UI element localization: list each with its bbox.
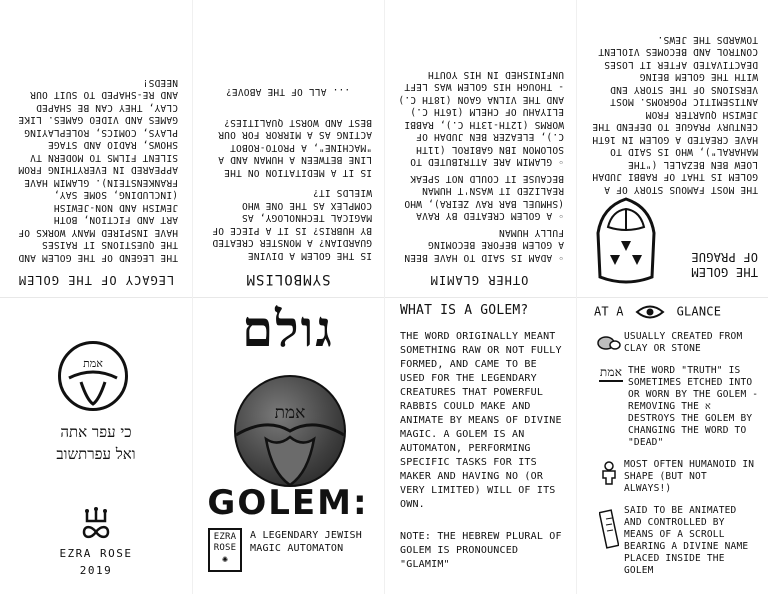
other-glamim-item: ◦ GLAMIM ARE ATTRIBUTED TO SOLOMON IBN GABIROL (11TH C.), ELEAZER BEN JUDAH OF WORMS (12TH-13TH C.), RABBI ELIYAHU OF CHELM (16TH C.) AND THE VILNA GAON (18TH C.) - THOUGH HIS GOLEM WAS LEFT UNFINISHED IN HIS YOUTH [394,68,564,168]
disc-word: אמת [274,403,306,423]
stamp-sun-icon: ✺ [221,554,229,565]
fact-text: SAID TO BE ANIMATED AND CONTROLLED BY MEANS OF A SCROLL BEARING A DIVINE NAME PLACED INSIDE THE GOLEM [624,505,749,576]
hebrew-title: גולם [242,299,334,358]
scroll-icon [599,507,619,551]
cover-tagline: A LEGENDARY JEWISH MAGIC AUTOMATON [250,530,362,554]
cover-title: GOLEM: [207,483,369,523]
panel-back-cover [0,297,192,594]
golem-mask-icon [590,197,662,285]
panel-other-glamim [384,0,576,297]
fact-text: MOST OFTEN HUMANOID IN SHAPE (BUT NOT ALWAYS!) [624,459,755,494]
other-glamim-item: ◦ ADAM IS SAID TO HAVE BEEN A GOLEM BEFORE BECOMING FULLY HUMAN [394,226,564,264]
glance-fact [594,365,760,449]
symbolism-text-1: IS THE GOLEM A DIVINE GUARDIAN? A MONSTER CREATED BY HUBRIS? IS IT A PIECE OF MAGICAL TECHNOLOGY, AS COMPLEX AS THE ONE WHO WIELDS IT? [212,187,372,261]
stamp-line: EZRA [213,532,237,542]
humanoid-icon [600,461,618,485]
glance-heading [594,303,760,321]
panel-golem-of-prague [576,0,768,297]
author-year: 2019 [79,564,113,577]
eye-icon [635,303,665,321]
panel-symbolism [192,0,384,297]
author-name: EZRA ROSE [59,547,133,560]
golem-face-disc [234,375,346,487]
prague-text: THE MOST FAMOUS STORY OF A GOLEM IS THAT OF RABBI JUDAH LOEW BEN BEZALEL ("THE MAHARAL"), WHO IS SAID TO HAVE CREATED A GOLEM IN 16TH CENTURY PRAGUE TO DEFEND THE JEWISH QUARTER FROM ANTISEMITIC POGROMS. MOST VERSIONS OF THE STORY END WITH THE GOLEM BEING DEACTIVATED AFTER IT LOSES CONTROL AND BECOMES VIOLENT TOWARDS THE JEWS. [592,34,758,195]
panel-front-cover [192,297,384,594]
other-glamim-item: ◦ A GOLEM CREATED BY RAVA (SHMUEL BAR RAV ZEIRA), WHO REALIZED IT WASN'T HUMAN BECAUSE IT COULD NOT SPEAK [394,172,564,222]
glance-heading-post: GLANCE [676,304,722,319]
stamp-line: ROSE [213,543,237,553]
glance-fact [594,505,760,577]
fact-text: THE WORD "TRUTH" IS SOMETIMES ETCHED INTO OR WORN BY THE GOLEM - REMOVING THE א DESTROYS THE GOLEM BY CHANGING THE WORD TO "DEAD" [628,365,759,448]
seal-shield-icon [61,344,125,408]
fact-text: USUALLY CREATED FROM CLAY OR STONE [624,331,743,354]
hebrew-verse-line: ואל עפרתשוב [56,445,136,463]
glance-fact [594,331,760,355]
what-text: THE WORD ORIGINALLY MEANT SOMETHING RAW OR NOT FULLY FORMED, AND CAME TO BE USED FOR THE LEGENDARY CREATURES THAT POWERFUL RABBIS COULD MAKE AND ANIMATE BY MEANS OF DIVINE MAGIC. A GOLEM IS AN AUTOMATON, PERFORMING SPECIFIC TASKS FOR ITS MAKER AND HAVING NO (OR VERY LIMITED) WILL OF ITS OWN. [400,331,562,510]
other-glamim-heading: OTHER GLAMIM [429,273,529,287]
prague-heading: THE GOLEM OF PRAGUE [691,250,758,279]
what-heading: WHAT IS A GOLEM? [400,303,529,318]
panel-at-a-glance [576,297,768,594]
legacy-heading: LEGACY OF THE GOLEM [17,273,175,287]
symbolism-text-2: IS IT A MEDITATION ON THE LINE BETWEEN A HUMAN AND A "MACHINE", A PROTO-ROBOT ACTING AS A MIRROR FOR OUR BEST AND WORST QUALITIES? [218,117,372,178]
seal-word: אמת [83,357,103,370]
emet-word-icon: אמת [599,365,623,382]
symbolism-text-3: ... ALL OF THE ABOVE? [225,86,351,98]
prague-header [584,195,758,287]
glance-fact [594,459,760,495]
panel-legacy [0,0,192,297]
hebrew-verse-line: כי עפר אתה [60,423,132,441]
legacy-text: THE LEGEND OF THE GOLEM AND THE QUESTIONS IT RAISES HAVE INSPIRED MANY WORKS OF ART AND FICTION, BOTH JEWISH AND NON-JEWISH (INCLUDING, SOME SAY, FRANKENSTEIN). GLAMIM HAVE APPEARED IN EVERYTHING FROM SILENT FILMS TO MODERN TV SHOWS, RADIO AND STAGE PLAYS, COMICS, ROLEPLAYING GAMES AND VIDEO GAMES. LIKE CLAY, THEY CAN BE SHAPED AND RE-SHAPED TO SUIT OUR NEEDS! [18,77,178,263]
author-stamp [208,528,242,572]
plural-note: NOTE: THE HEBREW PLURAL OF GOLEM IS PRONOUNCED "GLAMIM" [400,531,562,570]
glance-heading-pre: AT A [594,304,624,319]
golem-face-icon [236,377,344,485]
emet-seal [58,341,128,411]
crown-infinity-icon [81,507,111,541]
panel-what-is-a-golem [384,297,576,594]
symbolism-heading: SYMBOLISM [245,271,331,287]
clay-stones-icon [597,333,621,351]
